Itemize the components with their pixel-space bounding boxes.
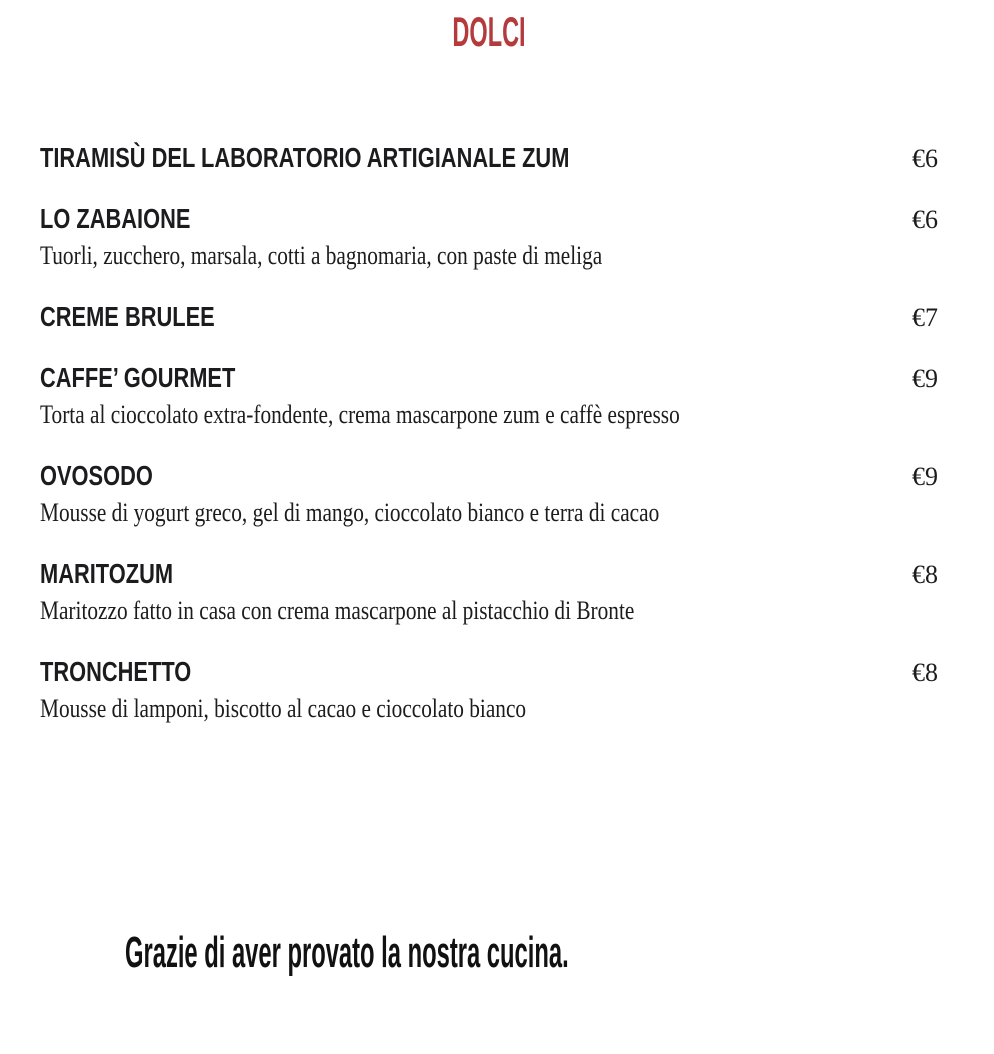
item-name: CREME BRULEE <box>40 301 215 333</box>
menu-item <box>40 144 938 173</box>
menu-item-head <box>40 658 938 687</box>
menu-item <box>40 658 938 724</box>
item-price: €8 <box>912 658 938 688</box>
item-name: MARITOZUM <box>40 558 174 590</box>
menu-item <box>40 462 938 528</box>
item-price: €9 <box>912 364 938 394</box>
menu-list <box>40 144 938 724</box>
item-description: Maritozzo fatto in casa con crema mascarpone al pistacchio di Bronte <box>40 596 635 626</box>
item-description: Tuorli, zucchero, marsala, cotti a bagnomaria, con paste di meliga <box>40 241 603 271</box>
item-name: LO ZABAIONE <box>40 203 191 235</box>
menu-item <box>40 303 938 332</box>
item-name: TRONCHETTO <box>40 656 192 688</box>
menu-item-head <box>40 205 938 234</box>
item-price: €9 <box>912 462 938 492</box>
item-price: €8 <box>912 560 938 590</box>
page-title: DOLCI <box>452 8 526 55</box>
item-description: Torta al cioccolato extra-fondente, crema mascarpone zum e caffè espresso <box>40 400 680 430</box>
item-name: CAFFE’ GOURMET <box>40 362 236 394</box>
menu-item-head <box>40 144 938 173</box>
menu-item-head <box>40 303 938 332</box>
footer-note: Grazie di aver provato la nostra cucina. <box>125 928 569 977</box>
menu-item <box>40 560 938 626</box>
item-description: Mousse di lamponi, biscotto al cacao e cioccolato bianco <box>40 694 527 724</box>
menu-item <box>40 364 938 430</box>
menu-item-head <box>40 560 938 589</box>
item-description: Mousse di yogurt greco, gel di mango, cioccolato bianco e terra di cacao <box>40 498 660 528</box>
item-name: OVOSODO <box>40 460 153 492</box>
item-price: €7 <box>912 303 938 333</box>
menu-item <box>40 205 938 271</box>
item-price: €6 <box>912 205 938 235</box>
item-price: €6 <box>912 144 938 174</box>
item-name: TIRAMISÙ DEL LABORATORIO ARTIGIANALE ZUM <box>40 142 570 174</box>
menu-item-head <box>40 462 938 491</box>
menu-item-head <box>40 364 938 393</box>
